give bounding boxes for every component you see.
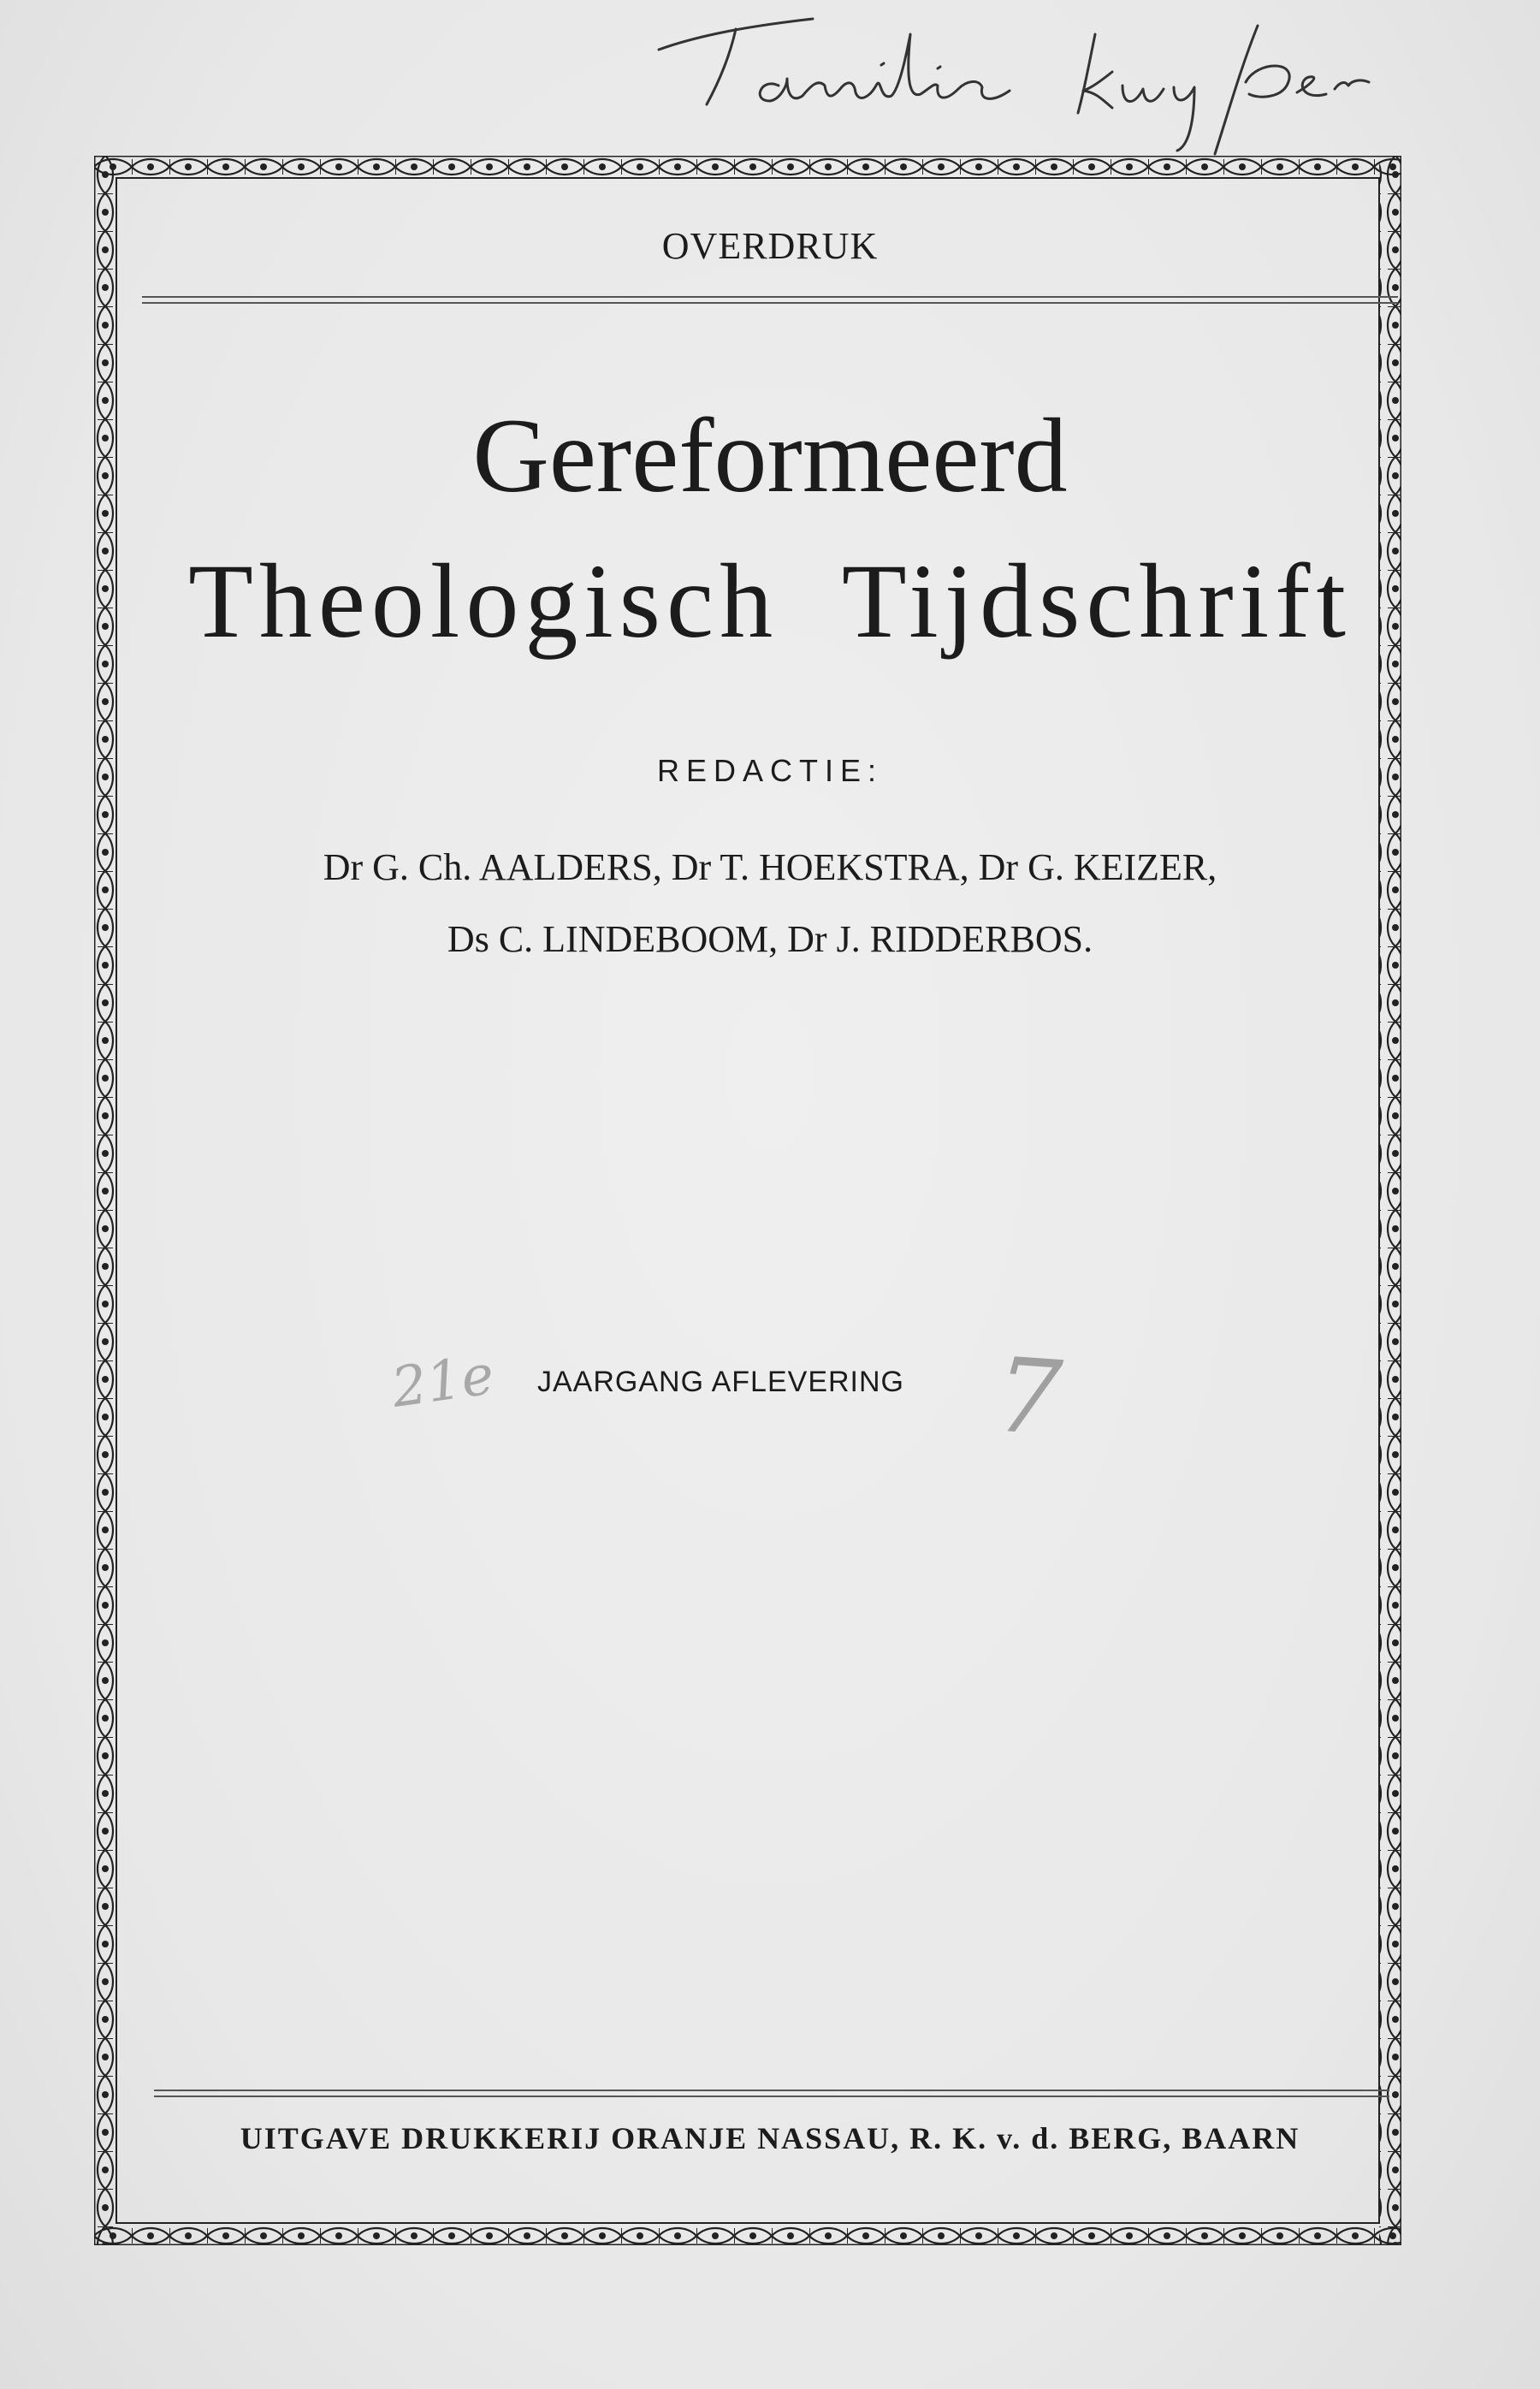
journal-title-line1: Gereformeerd	[472, 397, 1068, 514]
pencil-number-annotation: 7	[992, 1336, 1066, 1460]
overprint-label: OVERDRUK	[661, 225, 879, 267]
publisher-line: UITGAVE DRUKKERIJ ORANJE NASSAU, R. K. v. d. BERG, BAARN	[240, 2121, 1300, 2155]
journal-title-line2: Theologisch Tijdschrift	[188, 542, 1352, 660]
footer-divider	[154, 2090, 1389, 2097]
editors-list	[0, 832, 1540, 975]
header-divider	[142, 296, 1398, 304]
editors-line2: Ds C. LINDEBOOM, Dr J. RIDDERBOS.	[447, 918, 1093, 960]
handwritten-signature	[650, 0, 1472, 163]
pencil-year-annotation: 21e	[388, 1343, 498, 1420]
issue-label: JAARGANG AFLEVERING	[537, 1366, 904, 1398]
editors-line1: Dr G. Ch. AALDERS, Dr T. HOEKSTRA, Dr G. KEIZER,	[323, 846, 1217, 888]
editorial-heading: REDACTIE:	[656, 753, 884, 788]
